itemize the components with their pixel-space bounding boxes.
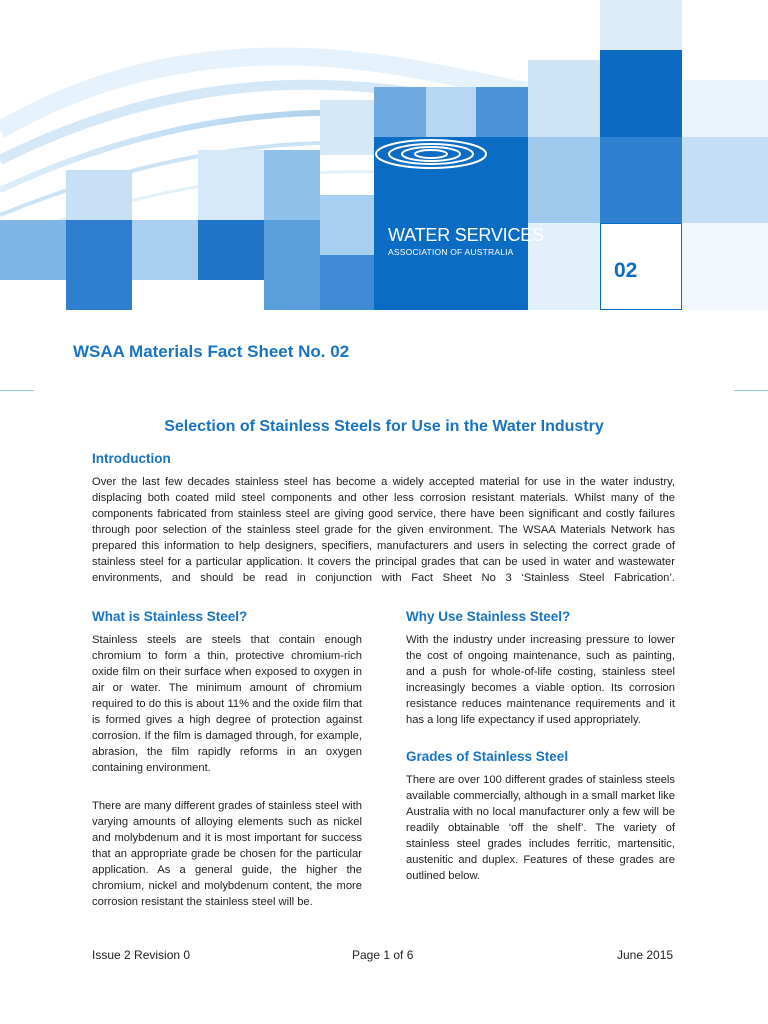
grades-paragraph: There are over 100 different grades of stainless steels available commercially, although in a small market like Australia with no local manufacturer only a few will be readily obtainable ‘off the shelf’. The variety of stainless steel grades includes ferritic, martensitic, austenitic and duplex. Features of these grades are outlined below.	[406, 774, 675, 882]
issue-number: 02	[614, 259, 638, 282]
banner-square	[682, 137, 768, 223]
wsaa-logo	[374, 137, 544, 310]
what-is-heading: What is Stainless Steel?	[92, 609, 248, 624]
why-use-paragraph: With the industry under increasing pressure to lower the cost of ongoing maintenance, such as painting, and a push for whole-of-life costing, stainless steel increasingly becomes a viable option. Its corrosion resistance reduces maintenance requirements and it has a long life expectancy if used appropriately.	[406, 634, 675, 726]
introduction-heading: Introduction	[92, 451, 171, 466]
banner-square	[600, 50, 682, 137]
water-ripple-icon	[374, 137, 488, 171]
footer-date: June 2015	[617, 948, 674, 962]
banner-square	[600, 137, 682, 223]
banner-square	[528, 60, 600, 137]
logo-subtitle: ASSOCIATION OF AUSTRALIA	[388, 247, 514, 257]
what-is-paragraph-2: There are many different grades of stainless steel with varying amounts of alloying elements such as nickel and molybdenum and it is most important for success that an appropriate grade be chosen for the particular application. As a general guide, the higher the chromium, nickel and molybdenum content, the more corrosion resistant the stainless steel will be.	[92, 800, 362, 908]
banner-square	[198, 150, 264, 220]
banner-square	[528, 137, 600, 223]
introduction-text: Over the last few decades stainless steel has become a widely accepted material for use in the water industry, displacing both coated mild steel components and other less corrosion resistant materials. Whilst many of the components fabricated from stainless steel are giving good service, there have been significant and costly failures through poor selection of the stainless steel grade for the given environment. The WSAA Materials Network has prepared this information to help designers, specifiers, manufacturers and users in selecting the correct grade of stainless steel for a particular application. It covers the principal grades that can be used in water and wastewater environments, and should be read in conjunction with Fact Sheet No 3 ‘Stainless Steel Fabrication’.	[92, 476, 675, 584]
banner-square	[264, 150, 320, 220]
divider	[734, 390, 768, 391]
logo-title: WATER SERVICES	[388, 225, 544, 245]
banner-square	[476, 87, 528, 137]
banner-square	[426, 87, 476, 137]
banner-square	[600, 0, 682, 50]
banner-square	[320, 195, 374, 255]
banner-square	[320, 255, 374, 310]
why-use-heading: Why Use Stainless Steel?	[406, 609, 571, 624]
issue-number-box	[600, 223, 682, 310]
banner-square	[0, 220, 66, 280]
what-is-paragraph-1: Stainless steels are steels that contain enough chromium to form a thin, protective chromium-rich oxide film on their surface when exposed to oxygen in air or water. The minimum amount of chromium required to do this is about 11% and the oxide film that is formed gives a high degree of protection against corrosion. If the film is damaged through, for example, abrasion, the film rapidly reforms in an oxygen containing environment.	[92, 634, 362, 774]
document-title: Selection of Stainless Steels for Use in the Water Industry	[164, 418, 604, 435]
footer-page-number: Page 1 of 6	[352, 948, 414, 962]
grades-heading: Grades of Stainless Steel	[406, 749, 569, 764]
banner-square	[374, 87, 426, 137]
fact-sheet-title: WSAA Materials Fact Sheet No. 02	[73, 342, 350, 361]
banner-square	[682, 80, 768, 137]
banner-square	[682, 223, 768, 310]
banner-square	[198, 220, 264, 280]
banner-square	[132, 220, 198, 280]
banner-square	[264, 220, 320, 310]
footer-issue: Issue 2 Revision 0	[92, 948, 191, 962]
banner-square	[66, 170, 132, 220]
divider	[0, 390, 34, 391]
header-banner	[0, 0, 768, 310]
banner-square	[320, 100, 374, 155]
banner-square	[66, 220, 132, 310]
